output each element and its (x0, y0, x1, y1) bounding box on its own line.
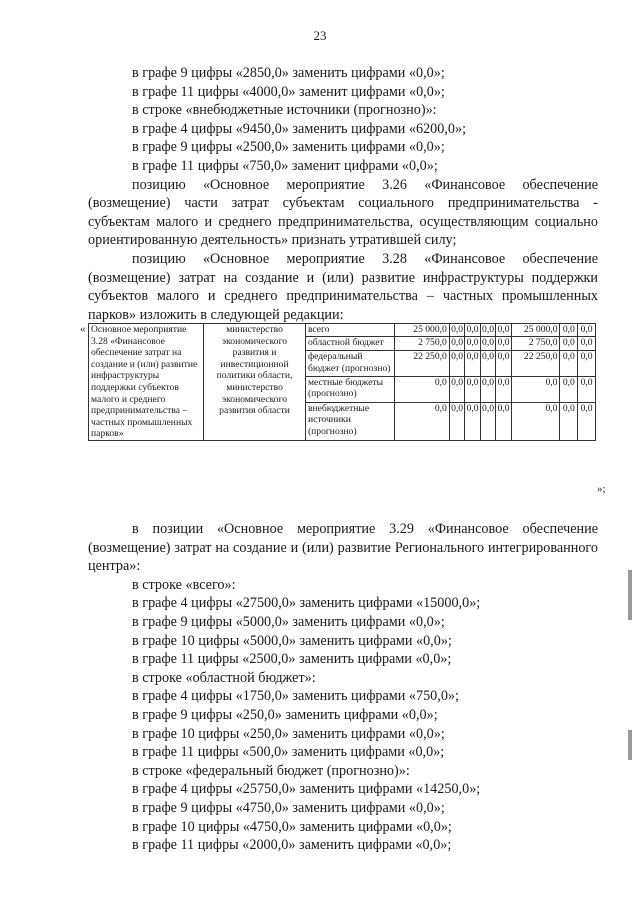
table-row (89, 324, 596, 337)
source-cell: местные бюджеты (прогнозно) (305, 376, 394, 402)
source-cell: внебюджетные источники (прогнозно) (305, 402, 394, 440)
measure-table (88, 323, 596, 441)
value-cell: 0,0 (497, 324, 510, 335)
source-cell: всего (305, 324, 394, 337)
amendment-line: в графе 11 цифры «2500,0» заменить цифрами «0,0»; (132, 651, 452, 668)
value-cell: 0,0 (482, 337, 495, 349)
amendments-block-2 (88, 520, 598, 855)
amendment-line: в строке «внебюджетные источники (прогнозно)»: (132, 102, 437, 119)
value-cell: 0,0 (480, 350, 495, 376)
value-cell: 22 250,0 (394, 350, 449, 376)
value-cell: 0,0 (496, 350, 511, 376)
value-cell: 0,0 (465, 376, 480, 402)
scan-edge-mark (628, 730, 632, 760)
amendment-line: в графе 11 цифры «4000,0» заменит цифрами «0,0»; (132, 83, 445, 100)
amendment-line: в графе 11 цифры «2000,0» заменить цифрами «0,0»; (132, 837, 452, 854)
value-cell: 0,0 (496, 402, 511, 440)
value-cell: 0,0 (394, 402, 449, 440)
table-close-quote: »; (597, 483, 606, 495)
amendment-line: в графе 4 цифры «27500,0» заменить цифрами «15000,0»; (132, 595, 481, 612)
value-cell: 0,0 (560, 337, 578, 350)
executor-cell: министерство экономического развития и инвестиционной политики области, министерство экономического развития области (204, 324, 306, 441)
value-cell: 0,0 (560, 324, 578, 337)
amendments-block-1 (88, 64, 598, 324)
table-open-quote: « (80, 323, 86, 335)
value-cell: 25 000,0 (511, 324, 560, 337)
measure-table-block (80, 323, 608, 495)
value-cell: 0,0 (394, 376, 449, 402)
scan-edge-mark (628, 570, 632, 620)
value-cell: 0,0 (449, 402, 464, 440)
value-cell: 0,0 (465, 350, 480, 376)
value-cell: 0,0 (451, 337, 464, 349)
measure-name-cell: Основное мероприятие 3.28 «Финансовое обеспечение затрат на создание и (или) развитие инфраструктуры поддержки субъектов малого и среднего предпринимательства – частных промышленных парков» (89, 324, 204, 441)
value-cell: 0,0 (480, 376, 495, 402)
amendment-line: в строке «всего»: (132, 576, 236, 593)
value-cell: 0,0 (578, 402, 596, 440)
source-cell: федеральный бюджет (прогнозно) (305, 350, 394, 376)
paragraph-measure-3-28: позицию «Основное мероприятие 3.28 «Финансовое обеспечение (возмещение) затрат на создание и (или) развитие инфраструктуры поддержки субъектов малого и среднего предпринимательства – частных промышленных парков» изложить в следующей редакции: (88, 250, 598, 323)
amendment-line: в графе 9 цифры «2500,0» заменить цифрами «0,0»; (132, 139, 445, 156)
amendment-line: в графе 10 цифры «250,0» заменить цифрами «0,0»; (132, 725, 445, 742)
value-cell: 0,0 (496, 376, 511, 402)
value-cell: 0,0 (560, 376, 578, 402)
amendment-line: в графе 11 цифры «500,0» заменить цифрами «0,0»; (132, 744, 445, 761)
page-number: 23 (313, 28, 327, 43)
amendment-line: в графе 4 цифры «9450,0» заменить цифрами «6200,0»; (132, 120, 467, 137)
amendment-line: в графе 4 цифры «25750,0» заменить цифрами «14250,0»; (132, 781, 481, 798)
value-cell: 0,0 (511, 376, 560, 402)
value-cell: 0,0 (480, 402, 495, 440)
amendment-line: в строке «областной бюджет»: (132, 669, 316, 686)
amendment-line: в графе 9 цифры «5000,0» заменить цифрами «0,0»; (132, 613, 445, 630)
value-cell: 0,0 (497, 337, 510, 349)
value-cell: 22 250,0 (511, 350, 560, 376)
amendment-line: в графе 9 цифры «4750,0» заменить цифрами «0,0»; (132, 799, 445, 816)
value-cell: 0,0 (578, 337, 596, 350)
value-cell: 0,0 (578, 324, 596, 337)
source-cell: областной бюджет (305, 337, 394, 350)
value-cell: 0,0 (466, 324, 479, 335)
value-cell: 0,0 (466, 337, 479, 349)
value-cell: 0,0 (578, 350, 596, 376)
paragraph-measure-3-26: позицию «Основное мероприятие 3.26 «Финансовое обеспечение (возмещение) части затрат субъектам социального предпринимательства - субъектам малого и среднего предпринимательства, осуществляющим социально ориентированную деятельность» признать утратившей силу; (88, 176, 598, 249)
amendment-line: в графе 10 цифры «5000,0» заменить цифрами «0,0»; (132, 632, 452, 649)
paragraph-measure-3-29: в позиции «Основное мероприятие 3.29 «Финансовое обеспечение (возмещение) затрат на создание и (или) развитие Регионального интегрированного центра»: (88, 521, 598, 575)
value-cell: 0,0 (451, 324, 464, 335)
value-cell: 0,0 (578, 376, 596, 402)
amendment-line: в графе 9 цифры «2850,0» заменить цифрами «0,0»; (132, 65, 445, 81)
amendment-line: в графе 4 цифры «1750,0» заменить цифрами «750,0»; (132, 688, 459, 705)
value-cell: 0,0 (560, 402, 578, 440)
value-cell: 0,0 (482, 324, 495, 335)
amendment-line: в строке «федеральный бюджет (прогнозно)»: (132, 762, 410, 779)
value-cell: 2 750,0 (511, 337, 560, 350)
value-cell: 25 000,0 (394, 324, 449, 337)
value-cell: 0,0 (449, 350, 464, 376)
value-cell: 0,0 (449, 376, 464, 402)
value-cell: 0,0 (465, 402, 480, 440)
value-cell: 0,0 (511, 402, 560, 440)
amendment-line: в графе 9 цифры «250,0» заменить цифрами «0,0»; (132, 706, 438, 723)
amendment-line: в графе 11 цифры «750,0» заменит цифрами «0,0»; (132, 157, 438, 174)
value-cell: 2 750,0 (394, 337, 449, 350)
amendment-line: в графе 10 цифры «4750,0» заменить цифрами «0,0»; (132, 818, 452, 835)
value-cell: 0,0 (560, 350, 578, 376)
